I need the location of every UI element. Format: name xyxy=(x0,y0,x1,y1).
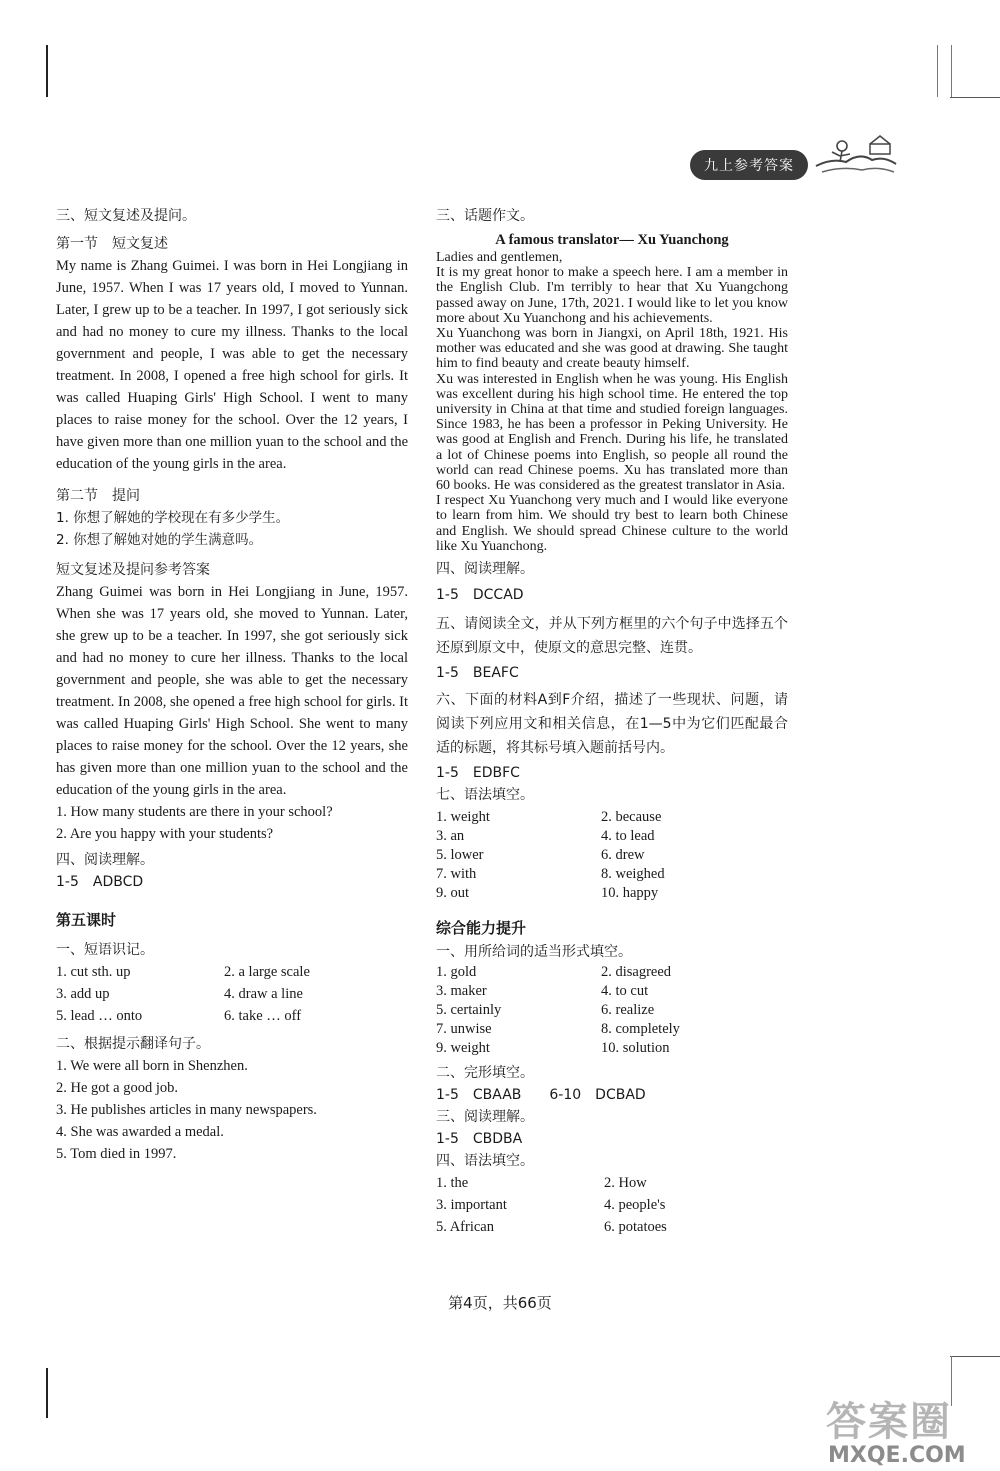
section-title: 三、短文复述及提问。 xyxy=(56,208,196,224)
answer-line: 1-5 EDBFC xyxy=(436,765,520,782)
list-item: 6. potatoes xyxy=(604,1219,667,1236)
right-column xyxy=(436,205,788,1238)
grammar-answers xyxy=(436,808,788,903)
section-title: 四、阅读理解。 xyxy=(436,561,534,578)
essay-paragraph: It is my great honor to make a speech here. I am a member in the English Club. I'm terribly to hear that Xu Yuangchong passed away on June, 17th, 2021. I would like to let you know more about Xu Yuanchong and his achievements. xyxy=(436,265,788,326)
watermark-bottom: MXQE.COM xyxy=(828,1443,966,1468)
list-item: 4. She was awarded a medal. xyxy=(56,1124,224,1140)
section-heading: 综合能力提升 xyxy=(436,919,527,938)
essay-greeting: Ladies and gentlemen, xyxy=(436,250,563,265)
list-item: 1. cut sth. up xyxy=(56,964,131,980)
crop-mark-bottom-left xyxy=(46,1368,48,1418)
list-item: 2. disagreed xyxy=(601,964,672,981)
list-item: 1. We were all born in Shenzhen. xyxy=(56,1058,248,1074)
list-item: 5. Tom died in 1997. xyxy=(56,1146,177,1162)
answer-line: 1-5 CBDBA xyxy=(436,1131,523,1148)
section-title: 二、完形填空。 xyxy=(436,1065,534,1082)
watermark-top: 答案圈 xyxy=(826,1399,952,1445)
list-item: 9. weight xyxy=(436,1040,490,1057)
list-item: 7. with xyxy=(436,866,477,883)
answer-line: 1-5 CBAAB 6-10 DCBAD xyxy=(436,1087,646,1104)
section-title: 六、下面的材料A到F介绍，描述了一些现状、问题，请阅读下列应用文和相关信息，在1—5中为它们匹配最合适的标题，将其标号填入题前括号内。 xyxy=(436,692,788,757)
answer-question: 2. Are you happy with your students? xyxy=(56,826,274,842)
list-item: 4. to lead xyxy=(601,828,655,845)
essay-paragraph: I respect Xu Yuanchong very much and I would like everyone to learn from him. We should try best to learn both Chinese and English. We should spread Chinese culture to the world like Xu Yuanchong. xyxy=(436,493,788,554)
section-title: 七、语法填空。 xyxy=(436,787,534,804)
question-item: 1. 你想了解她的学校现在有多少学生。 xyxy=(56,510,290,526)
essay-paragraph: Xu was interested in English when he was young. His English was excellent during his high school time. He entered the top university in China at that time and studied foreign languages. Since 1983, he has been a professor in Peking University. He was good at English and French. During his life, he translated a lot of Chinese poems into English, so people all round the world can read Chinese poems. Xu has translated more than 60 books. He was considered as the greatest translator in Asia. xyxy=(436,371,788,494)
list-item: 2. How xyxy=(604,1175,647,1192)
crop-mark-top-right-h xyxy=(950,97,1000,98)
crop-mark-top-left xyxy=(46,45,48,97)
list-item: 3. maker xyxy=(436,983,487,1000)
section-title: 三、话题作文。 xyxy=(436,208,534,224)
subsection-title: 第二节 提问 xyxy=(56,488,140,504)
list-item: 5. African xyxy=(436,1219,494,1236)
section-title: 三、阅读理解。 xyxy=(436,1109,534,1126)
list-item: 3. add up xyxy=(56,986,110,1002)
section-title: 一、用所给词的适当形式填空。 xyxy=(436,944,632,961)
list-item: 7. unwise xyxy=(436,1021,492,1038)
phrase-list xyxy=(56,961,408,1027)
list-item: 6. drew xyxy=(601,847,645,864)
page-number: 第4页，共66页 xyxy=(448,1294,552,1312)
crop-mark-bottom-right-h xyxy=(950,1356,1000,1357)
header-logo-illustration xyxy=(812,132,898,182)
word-form-answers xyxy=(436,963,788,1058)
grammar-answers xyxy=(436,1172,788,1238)
section-title: 一、短语识记。 xyxy=(56,942,154,958)
list-item: 5. lower xyxy=(436,847,484,864)
list-item: 1. gold xyxy=(436,964,477,981)
section-title: 四、语法填空。 xyxy=(436,1153,534,1170)
section-title: 四、阅读理解。 xyxy=(56,852,154,868)
list-item: 3. an xyxy=(436,828,465,845)
list-item: 10. solution xyxy=(601,1040,670,1057)
list-item: 5. certainly xyxy=(436,1002,502,1019)
list-item: 6. take … off xyxy=(224,1008,302,1024)
header-badge: 九上参考答案 xyxy=(690,150,808,180)
list-item: 1. weight xyxy=(436,809,490,826)
answer-key-title: 短文复述及提问参考答案 xyxy=(56,562,210,578)
list-item: 3. He publishes articles in many newspapers. xyxy=(56,1102,317,1118)
lesson-heading: 第五课时 xyxy=(56,911,117,929)
crop-mark-top-right-v xyxy=(937,45,938,97)
list-item: 6. realize xyxy=(601,1002,655,1019)
list-item: 8. completely xyxy=(601,1021,680,1038)
list-item: 8. weighed xyxy=(601,866,665,883)
watermark-logo xyxy=(826,1400,986,1470)
list-item: 1. the xyxy=(436,1175,469,1192)
question-item: 2. 你想了解她对她的学生满意吗。 xyxy=(56,532,263,548)
answer-line: 1-5 DCCAD xyxy=(436,587,524,604)
list-item: 4. to cut xyxy=(601,983,649,1000)
section-title: 五、请阅读全文，并从下列方框里的六个句子中选择五个还原到原文中，使原文的意思完整、连贯。 xyxy=(436,616,788,657)
list-item: 2. He got a good job. xyxy=(56,1080,179,1096)
list-item: 4. people's xyxy=(604,1197,666,1214)
retell-passage: My name is Zhang Guimei. I was born in Hei Longjiang in June, 1957. When I was 17 years old, I moved to Yunnan. Later, I grew up to be a teacher. In 1997, I got seriously sick and had no money to cure my illness. Thanks to the local government and people, I was able to get the necessary treatment. In 2008, I opened a free high school for girls. It was called Huaping Girls' High School. I went to many places to raise money for the school. Over the 12 years, I have given more than one million yuan to the school and the education of the young girls in the area. xyxy=(56,258,408,472)
section-title: 二、根据提示翻译句子。 xyxy=(56,1036,210,1052)
list-item: 2. because xyxy=(601,809,662,826)
left-column xyxy=(56,205,408,1165)
essay-title: A famous translator— Xu Yuanchong xyxy=(495,232,729,248)
list-item: 4. draw a line xyxy=(224,986,303,1002)
essay-paragraph: Xu Yuanchong was born in Jiangxi, on April 18th, 1921. His mother was educated and she was good at drawing. She taught him to find beauty and create beauty himself. xyxy=(436,326,788,372)
answer-line: 1-5 ADBCD xyxy=(56,874,144,890)
list-item: 10. happy xyxy=(601,885,659,902)
list-item: 5. lead … onto xyxy=(56,1008,143,1024)
answer-line: 1-5 BEAFC xyxy=(436,665,519,682)
list-item: 3. important xyxy=(436,1197,507,1214)
subsection-title: 第一节 短文复述 xyxy=(56,236,168,252)
retell-answer: Zhang Guimei was born in Hei Longjiang in June, 1957. When she was 17 years old, she moved to Yunnan. Later, she grew up to be a teacher. In 1997, she got seriously sick and had no money to cure her illness. Thanks to the local government and people, she was able to get the necessary treatment. In 2008, she opened a free high school for girls. It was called Huaping Girls' High School. She went to many places to raise money for the school. Over the 12 years, she has given more than one million yuan to the school and the education of the young girls in the area. xyxy=(56,584,408,798)
answer-question: 1. How many students are there in your school? xyxy=(56,804,333,820)
list-item: 2. a large scale xyxy=(224,964,310,980)
crop-mark-top-right-v2 xyxy=(951,45,952,97)
list-item: 9. out xyxy=(436,885,470,902)
